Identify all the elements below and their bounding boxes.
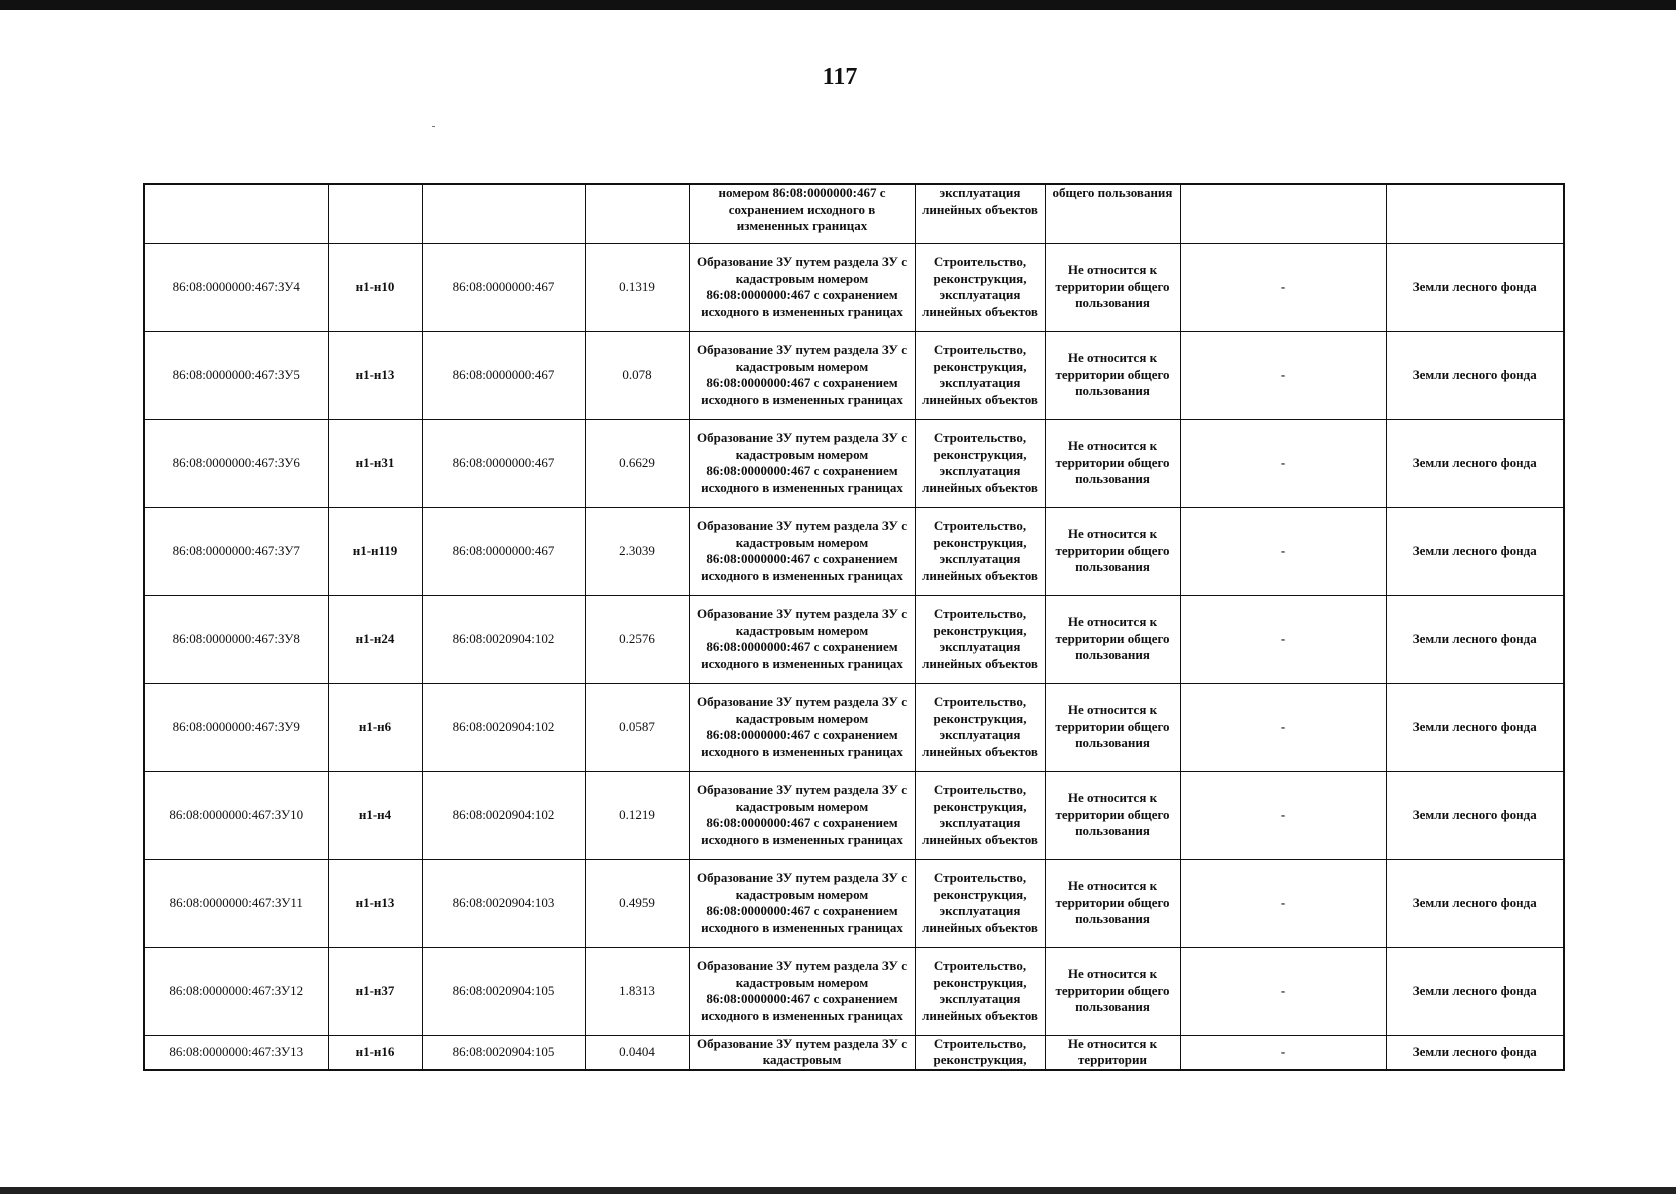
- cell-encumbrance: -: [1180, 771, 1386, 859]
- cell-category: Не относится к территории: [1045, 1035, 1180, 1070]
- cell-encumbrance: -: [1180, 595, 1386, 683]
- cell-category: Не относится к территории общего пользования: [1045, 419, 1180, 507]
- cell-encumbrance: -: [1180, 947, 1386, 1035]
- cell-points: н1-н16: [328, 1035, 422, 1070]
- scan-border-bottom: [0, 1187, 1676, 1194]
- cell-description: Образование ЗУ путем раздела ЗУ с кадастровым номером 86:08:0000000:467 с сохранением исходного в измененных границах: [689, 859, 915, 947]
- cell-source: 86:08:0000000:467: [422, 243, 585, 331]
- cell-area: 0.0404: [585, 1035, 689, 1070]
- table-body: [144, 184, 1564, 1070]
- cell-description: Образование ЗУ путем раздела ЗУ с кадастровым номером 86:08:0000000:467 с сохранением исходного в измененных границах: [689, 419, 915, 507]
- table-row: [144, 331, 1564, 419]
- cell-area: 2.3039: [585, 507, 689, 595]
- cell-source: 86:08:0020904:102: [422, 683, 585, 771]
- table-row: [144, 683, 1564, 771]
- cell-points: н1-н13: [328, 331, 422, 419]
- cell-area: 1.8313: [585, 947, 689, 1035]
- cell-description: Образование ЗУ путем раздела ЗУ с кадастровым номером 86:08:0000000:467 с сохранением исходного в измененных границах: [689, 331, 915, 419]
- table-row: [144, 595, 1564, 683]
- cell-points: н1-н6: [328, 683, 422, 771]
- scan-speck: [432, 126, 435, 127]
- table-row: [144, 243, 1564, 331]
- cell-description: Образование ЗУ путем раздела ЗУ с кадастровым номером 86:08:0000000:467 с сохранением исходного в измененных границах: [689, 595, 915, 683]
- cell-land-category: Земли лесного фонда: [1386, 331, 1564, 419]
- cell-area: 0.1219: [585, 771, 689, 859]
- cell-land-category: Земли лесного фонда: [1386, 947, 1564, 1035]
- cell-land-category: Земли лесного фонда: [1386, 771, 1564, 859]
- cell-use: Строительство, реконструкция, эксплуатация линейных объектов: [915, 243, 1045, 331]
- scan-border-top: [0, 0, 1676, 10]
- cell-area: 0.2576: [585, 595, 689, 683]
- cell-cadastral: 86:08:0000000:467:ЗУ11: [144, 859, 328, 947]
- cell-encumbrance: -: [1180, 859, 1386, 947]
- cell-category: Не относится к территории общего пользования: [1045, 683, 1180, 771]
- cell-land-category: Земли лесного фонда: [1386, 507, 1564, 595]
- cell-cadastral: 86:08:0000000:467:ЗУ13: [144, 1035, 328, 1070]
- cell-source: 86:08:0000000:467: [422, 419, 585, 507]
- cell-points: н1-н24: [328, 595, 422, 683]
- cell-points: н1-н4: [328, 771, 422, 859]
- cell-source: 86:08:0020904:102: [422, 595, 585, 683]
- table-row-continued: [144, 184, 1564, 243]
- cell-source: 86:08:0000000:467: [422, 331, 585, 419]
- cell-land-category: Земли лесного фонда: [1386, 419, 1564, 507]
- cell-cadastral: 86:08:0000000:467:ЗУ6: [144, 419, 328, 507]
- cell-land-category: Земли лесного фонда: [1386, 595, 1564, 683]
- cell-encumbrance: -: [1180, 683, 1386, 771]
- cell-use: Строительство, реконструкция, эксплуатация линейных объектов: [915, 859, 1045, 947]
- cell-cadastral: 86:08:0000000:467:ЗУ12: [144, 947, 328, 1035]
- cell-source: 86:08:0000000:467: [422, 507, 585, 595]
- cell-use: Строительство, реконструкция, эксплуатация линейных объектов: [915, 419, 1045, 507]
- cell-points: н1-н37: [328, 947, 422, 1035]
- cell-category: общего пользования: [1045, 184, 1180, 243]
- cell-cadastral: 86:08:0000000:467:ЗУ8: [144, 595, 328, 683]
- cell-description: номером 86:08:0000000:467 с сохранением исходного в измененных границах: [689, 184, 915, 243]
- cell-use: Строительство, реконструкция, эксплуатация линейных объектов: [915, 331, 1045, 419]
- cell-encumbrance: [1180, 184, 1386, 243]
- cell-cadastral: 86:08:0000000:467:ЗУ7: [144, 507, 328, 595]
- cell-category: Не относится к территории общего пользования: [1045, 243, 1180, 331]
- cell-source: 86:08:0020904:105: [422, 1035, 585, 1070]
- cell-encumbrance: -: [1180, 243, 1386, 331]
- cell-category: Не относится к территории общего пользования: [1045, 859, 1180, 947]
- cell-land-category: Земли лесного фонда: [1386, 683, 1564, 771]
- table-row: [144, 507, 1564, 595]
- table-row: [144, 947, 1564, 1035]
- table-row: [144, 1035, 1564, 1070]
- cell-cadastral: 86:08:0000000:467:ЗУ9: [144, 683, 328, 771]
- cell-source: 86:08:0020904:103: [422, 859, 585, 947]
- cell-description: Образование ЗУ путем раздела ЗУ с кадастровым номером 86:08:0000000:467 с сохранением исходного в измененных границах: [689, 771, 915, 859]
- cell-area: 0.1319: [585, 243, 689, 331]
- cell-encumbrance: -: [1180, 507, 1386, 595]
- cell-use: Строительство, реконструкция, эксплуатация линейных объектов: [915, 595, 1045, 683]
- cell-area: 0.6629: [585, 419, 689, 507]
- page-number: 117: [822, 64, 858, 90]
- cell-cadastral: 86:08:0000000:467:ЗУ4: [144, 243, 328, 331]
- cell-points: н1-н31: [328, 419, 422, 507]
- cell-cadastral: 86:08:0000000:467:ЗУ5: [144, 331, 328, 419]
- cell-use: Строительство, реконструкция, эксплуатация линейных объектов: [915, 947, 1045, 1035]
- cell-land-category: Земли лесного фонда: [1386, 1035, 1564, 1070]
- cell-description: Образование ЗУ путем раздела ЗУ с кадастровым номером 86:08:0000000:467 с сохранением исходного в измененных границах: [689, 947, 915, 1035]
- cell-source: 86:08:0020904:105: [422, 947, 585, 1035]
- cell-category: Не относится к территории общего пользования: [1045, 507, 1180, 595]
- cell-area: 0.4959: [585, 859, 689, 947]
- cell-use: Строительство, реконструкция,: [915, 1035, 1045, 1070]
- cell-category: Не относится к территории общего пользования: [1045, 595, 1180, 683]
- cell-category: Не относится к территории общего пользования: [1045, 331, 1180, 419]
- cell-source: [422, 184, 585, 243]
- cell-area: [585, 184, 689, 243]
- cell-encumbrance: -: [1180, 331, 1386, 419]
- cell-use: Строительство, реконструкция, эксплуатация линейных объектов: [915, 507, 1045, 595]
- table-row: [144, 419, 1564, 507]
- cell-points: н1-н13: [328, 859, 422, 947]
- cell-land-category: [1386, 184, 1564, 243]
- cell-land-category: Земли лесного фонда: [1386, 859, 1564, 947]
- cell-area: 0.0587: [585, 683, 689, 771]
- cell-cadastral: 86:08:0000000:467:ЗУ10: [144, 771, 328, 859]
- cell-use: Строительство, реконструкция, эксплуатация линейных объектов: [915, 683, 1045, 771]
- cell-encumbrance: -: [1180, 419, 1386, 507]
- cell-source: 86:08:0020904:102: [422, 771, 585, 859]
- cell-category: Не относится к территории общего пользования: [1045, 771, 1180, 859]
- land-plots-table: [143, 183, 1565, 1071]
- cell-description: Образование ЗУ путем раздела ЗУ с кадастровым номером 86:08:0000000:467 с сохранением исходного в измененных границах: [689, 243, 915, 331]
- cell-land-category: Земли лесного фонда: [1386, 243, 1564, 331]
- cell-points: н1-н119: [328, 507, 422, 595]
- cell-description: Образование ЗУ путем раздела ЗУ с кадастровым: [689, 1035, 915, 1070]
- cell-category: Не относится к территории общего пользования: [1045, 947, 1180, 1035]
- cell-description: Образование ЗУ путем раздела ЗУ с кадастровым номером 86:08:0000000:467 с сохранением исходного в измененных границах: [689, 507, 915, 595]
- cell-description: Образование ЗУ путем раздела ЗУ с кадастровым номером 86:08:0000000:467 с сохранением исходного в измененных границах: [689, 683, 915, 771]
- cell-points: [328, 184, 422, 243]
- cell-cadastral: [144, 184, 328, 243]
- table-row: [144, 859, 1564, 947]
- cell-use: эксплуатация линейных объектов: [915, 184, 1045, 243]
- cell-encumbrance: -: [1180, 1035, 1386, 1070]
- cell-points: н1-н10: [328, 243, 422, 331]
- cell-use: Строительство, реконструкция, эксплуатация линейных объектов: [915, 771, 1045, 859]
- table-row: [144, 771, 1564, 859]
- cell-area: 0.078: [585, 331, 689, 419]
